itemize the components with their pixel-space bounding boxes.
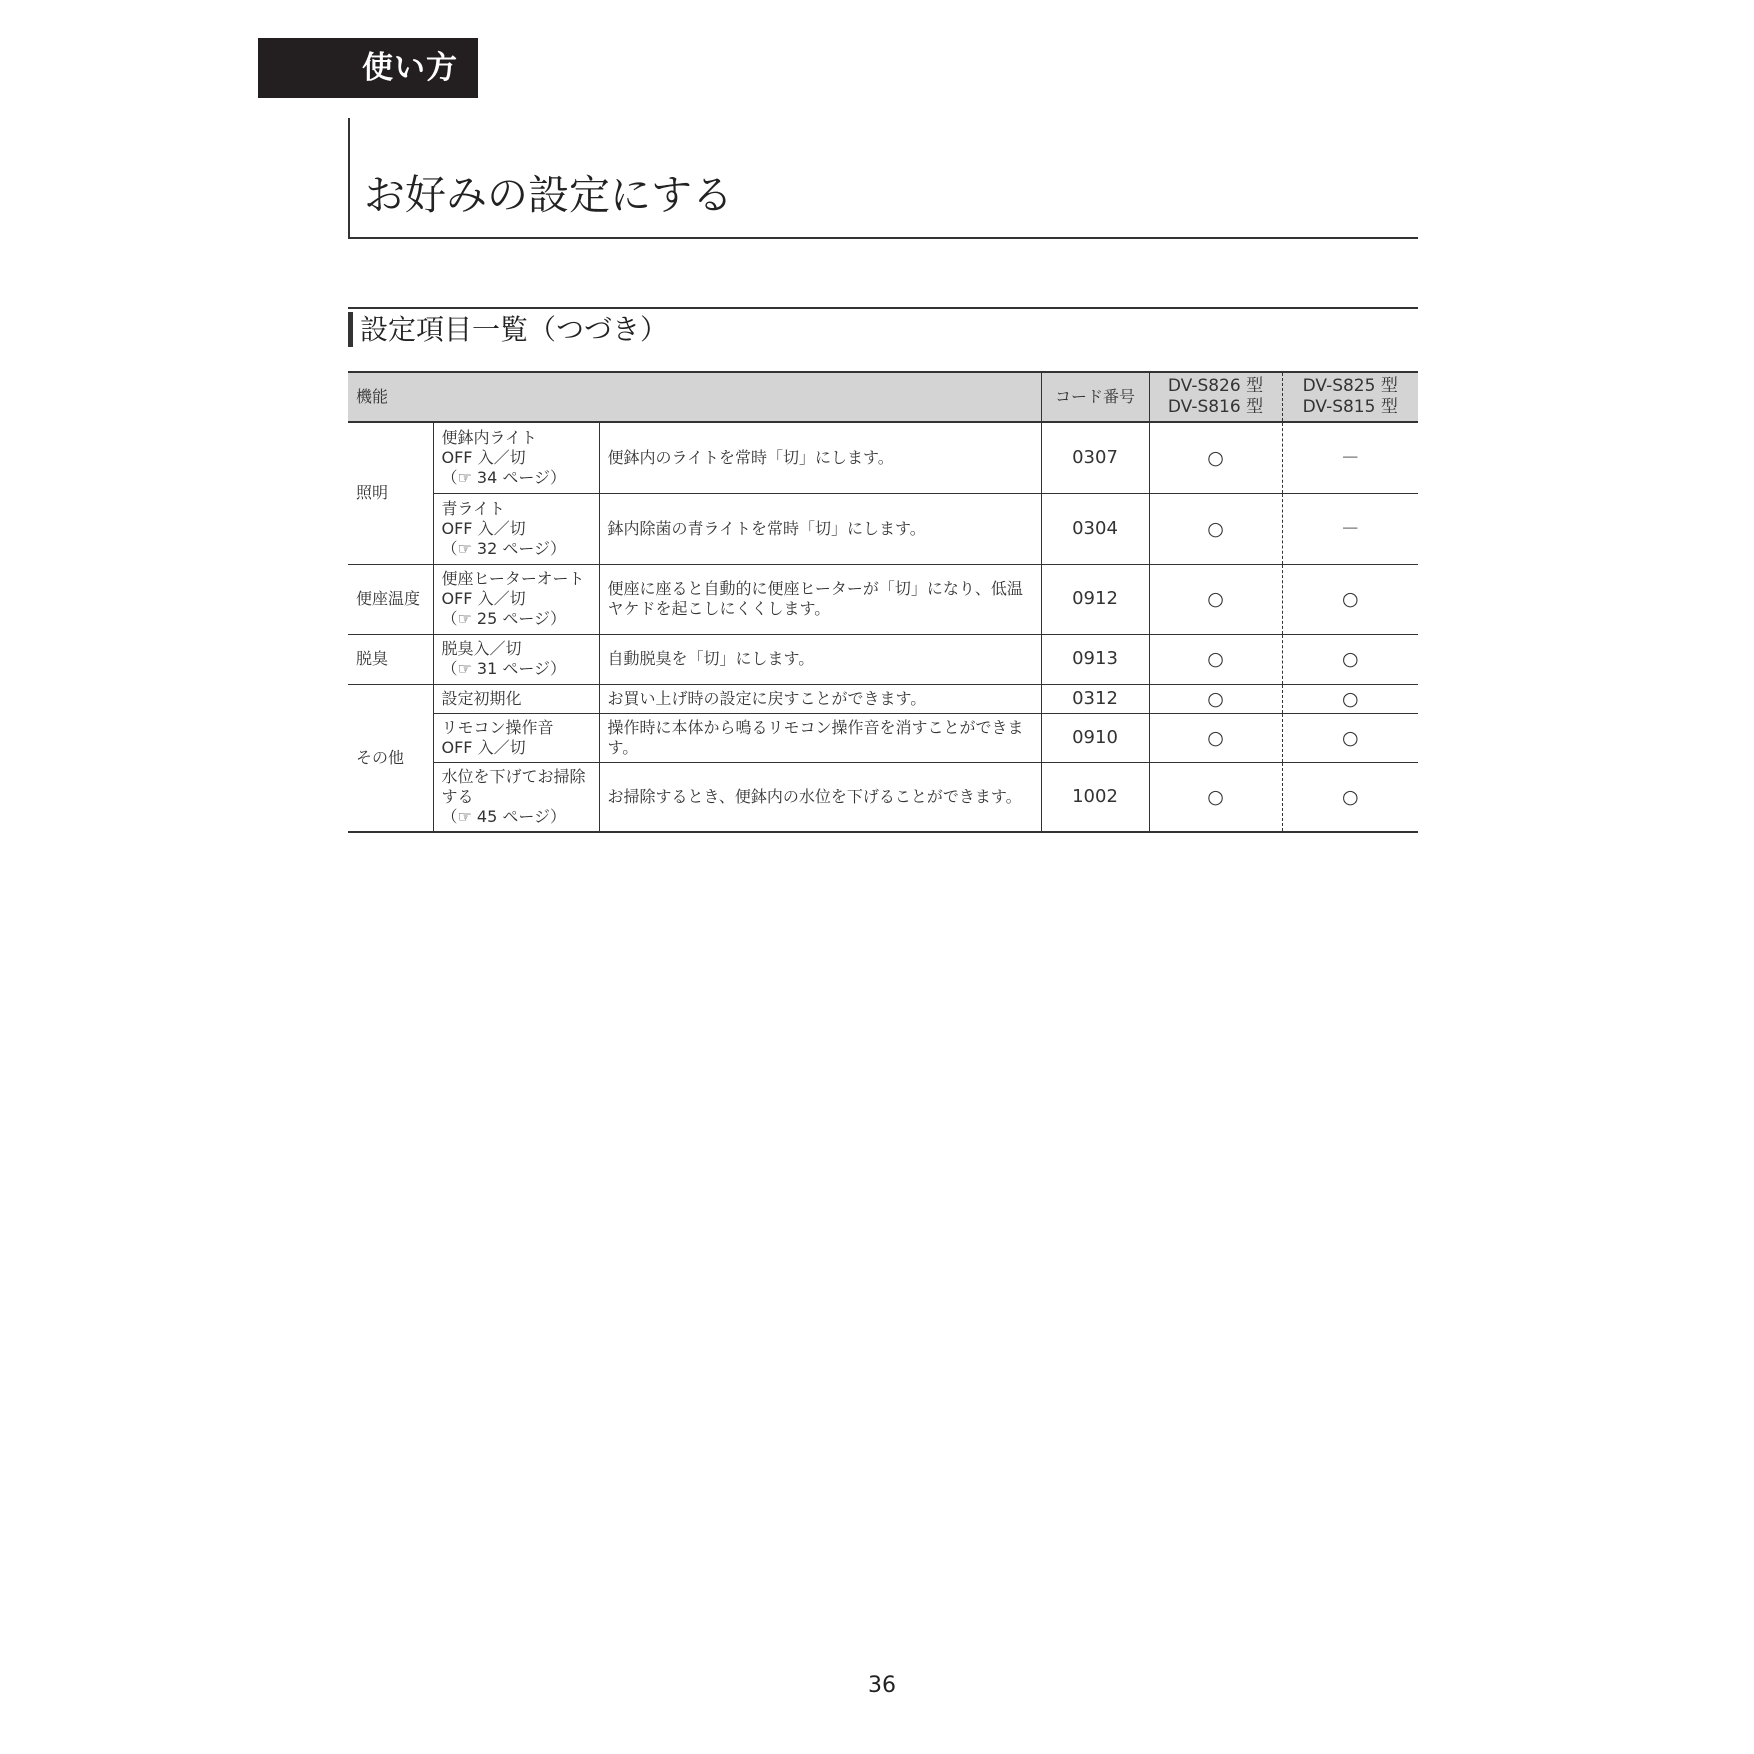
model-a-cell: ○ bbox=[1149, 762, 1282, 832]
code-cell: 0910 bbox=[1041, 713, 1149, 762]
category-cell: 脱臭 bbox=[348, 634, 433, 684]
code-cell: 0912 bbox=[1041, 564, 1149, 634]
model-a-cell: ○ bbox=[1149, 422, 1282, 493]
table-row bbox=[348, 684, 1418, 713]
item-cell: 水位を下げてお掃除 する （☞ 45 ページ） bbox=[433, 762, 599, 832]
model-b-cell: － bbox=[1282, 422, 1418, 493]
category-cell: 照明 bbox=[348, 422, 433, 564]
code-cell: 1002 bbox=[1041, 762, 1149, 832]
model-b-cell: ○ bbox=[1282, 564, 1418, 634]
item-cell: リモコン操作音 OFF 入／切 bbox=[433, 713, 599, 762]
table-row bbox=[348, 422, 1418, 493]
section-divider bbox=[348, 307, 1418, 309]
description-cell: お買い上げ時の設定に戻すことができます。 bbox=[599, 684, 1041, 713]
page-title: お好みの設定にする bbox=[364, 171, 733, 219]
table-row bbox=[348, 564, 1418, 634]
model-b-cell: ○ bbox=[1282, 634, 1418, 684]
table-row bbox=[348, 634, 1418, 684]
description-cell: 操作時に本体から鳴るリモコン操作音を消すことができます。 bbox=[599, 713, 1041, 762]
code-cell: 0913 bbox=[1041, 634, 1149, 684]
category-cell: 便座温度 bbox=[348, 564, 433, 634]
item-cell: 便座ヒーターオート OFF 入／切 （☞ 25 ページ） bbox=[433, 564, 599, 634]
header-model-a: DV-S826 型 DV-S816 型 bbox=[1149, 372, 1282, 422]
item-cell: 青ライト OFF 入／切 （☞ 32 ページ） bbox=[433, 493, 599, 564]
settings-table bbox=[348, 371, 1418, 833]
chapter-tab: 使い方 bbox=[258, 38, 478, 98]
model-a-cell: ○ bbox=[1149, 564, 1282, 634]
table-header-row bbox=[348, 372, 1418, 422]
code-cell: 0312 bbox=[1041, 684, 1149, 713]
table-row bbox=[348, 493, 1418, 564]
item-cell: 設定初期化 bbox=[433, 684, 599, 713]
page-title-block bbox=[348, 118, 1418, 239]
description-cell: 便座に座ると自動的に便座ヒーターが「切」になり、低温ヤケドを起こしにくくします。 bbox=[599, 564, 1041, 634]
model-b-cell: ○ bbox=[1282, 684, 1418, 713]
model-b-cell: － bbox=[1282, 493, 1418, 564]
description-cell: お掃除するとき、便鉢内の水位を下げることができます。 bbox=[599, 762, 1041, 832]
table-row bbox=[348, 713, 1418, 762]
model-a-cell: ○ bbox=[1149, 493, 1282, 564]
description-cell: 鉢内除菌の青ライトを常時「切」にします。 bbox=[599, 493, 1041, 564]
header-code: コード番号 bbox=[1041, 372, 1149, 422]
category-cell: その他 bbox=[348, 684, 433, 832]
description-cell: 便鉢内のライトを常時「切」にします。 bbox=[599, 422, 1041, 493]
model-a-cell: ○ bbox=[1149, 713, 1282, 762]
description-cell: 自動脱臭を「切」にします。 bbox=[599, 634, 1041, 684]
header-model-b: DV-S825 型 DV-S815 型 bbox=[1282, 372, 1418, 422]
model-b-cell: ○ bbox=[1282, 762, 1418, 832]
model-b-cell: ○ bbox=[1282, 713, 1418, 762]
section-marker-bar bbox=[348, 312, 353, 347]
model-a-cell: ○ bbox=[1149, 684, 1282, 713]
header-function: 機能 bbox=[348, 372, 1041, 422]
page-number: 36 bbox=[868, 1673, 896, 1698]
section-title: 設定項目一覧（つづき） bbox=[360, 313, 669, 346]
item-cell: 脱臭入／切 （☞ 31 ページ） bbox=[433, 634, 599, 684]
table-row bbox=[348, 762, 1418, 832]
code-cell: 0307 bbox=[1041, 422, 1149, 493]
item-cell: 便鉢内ライト OFF 入／切 （☞ 34 ページ） bbox=[433, 422, 599, 493]
model-a-cell: ○ bbox=[1149, 634, 1282, 684]
code-cell: 0304 bbox=[1041, 493, 1149, 564]
